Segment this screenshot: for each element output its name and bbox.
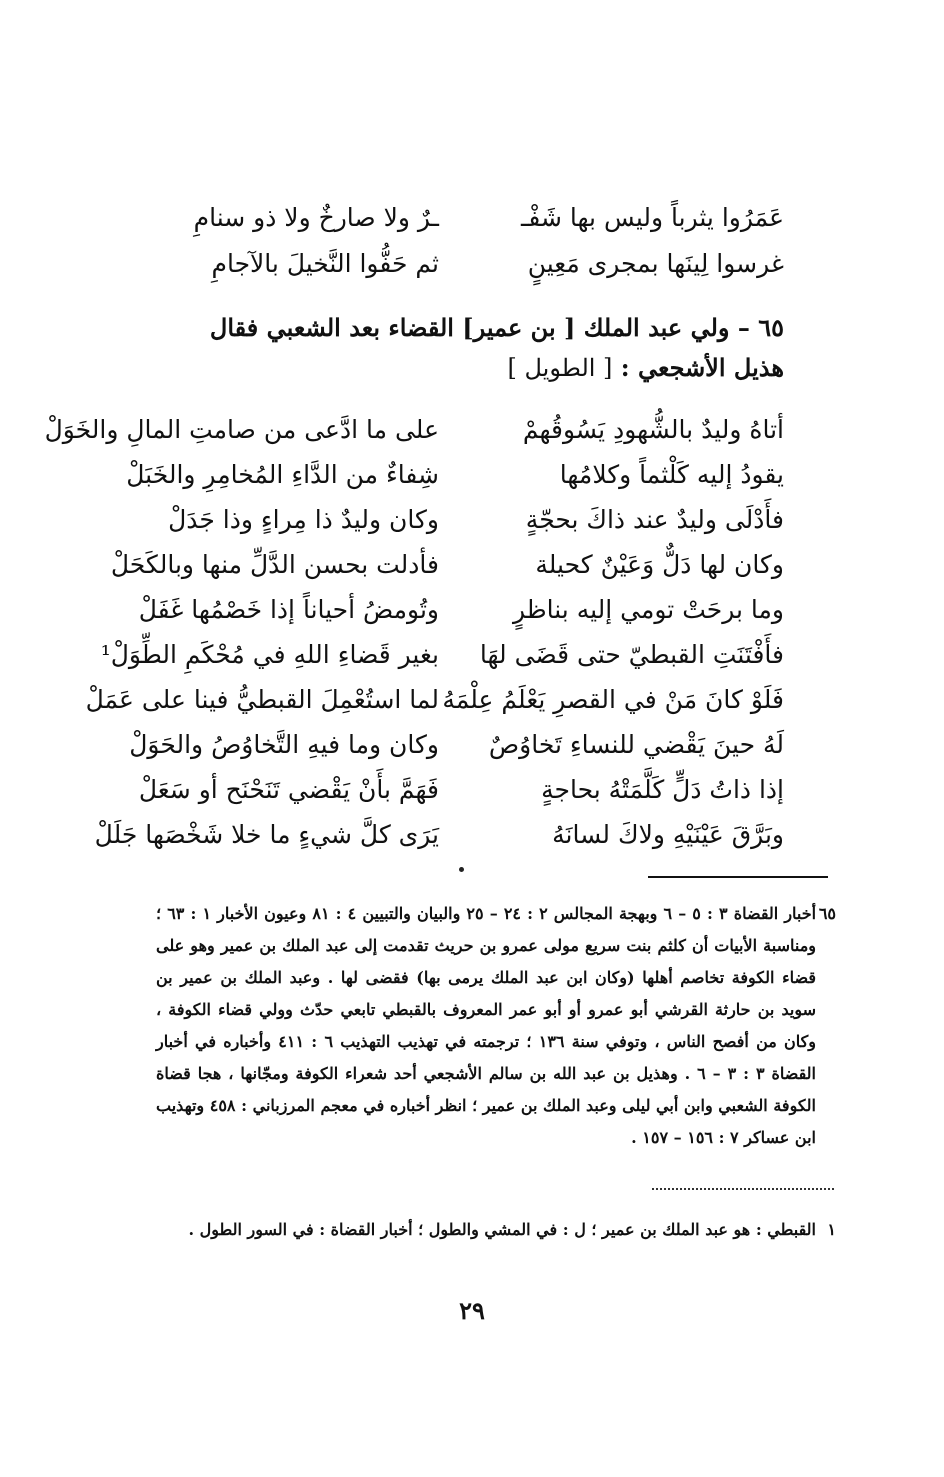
verse-hemistich-second: وكان وما فيهِ التَّخاوُصُ والحَوَلْ: [129, 730, 439, 759]
verse-hemistich-second: شِفاءٌ من الدَّاءِ المُخامِرِ والخَبَلْ: [126, 460, 439, 489]
verse-hemistich-first: يقودُ إليه كَلْثماً وكلامُها: [559, 460, 784, 489]
verse-hemistich-second: ـرٌ ولا صارخٌ ولا ذو سنامِ: [193, 203, 439, 232]
verse-hemistich-first: إذا ذاتُ دَلٍّ كَلَّمَتْهُ بحاجةٍ: [541, 775, 784, 804]
verse-hemistich-second: فَهَمَّ بأَنْ يَقْضي تَنَحْنَح أو سَعَلْ: [138, 775, 439, 804]
verse-main-9: [0, 770, 944, 810]
entry-intro: [164, 308, 784, 388]
stray-dot: [459, 867, 464, 872]
verse-hemistich-second: وكان وليدٌ ذا مِراءٍ وذا جَدَلْ: [168, 505, 439, 534]
verse-main-10: [0, 815, 944, 855]
verse-main-1: [0, 410, 944, 450]
page-number: ٢٩: [459, 1296, 485, 1325]
variant-number: ١: [827, 1220, 836, 1239]
variant-text: القبطي : هو عبد الملك بن عمير ؛ ل : في المشي والطول ؛ أخبار القضاة : في السور الطول .: [188, 1220, 816, 1239]
verse-hemistich-first: فأَفْتَنَتِ القبطيّ حتى قَضَى لهَا: [479, 640, 784, 669]
verse-main-4: [0, 545, 944, 585]
verse-hemistich-first: وبَرَّقَ عَيْنَيْهِ ولاكَ لسانَهُ: [552, 820, 784, 849]
verse-hemistich-second: بغير قَضاءِ اللهِ في مُحْكَمِ الطِّوَلْ¹: [100, 640, 439, 669]
entry-meter: [ الطويل ]: [507, 354, 613, 382]
verse-hemistich-second: فأدلت بحسن الدَّلِّ منها وبالكَحَلْ: [110, 550, 439, 579]
verse-hemistich-second: ثم حَفُّوا النَّخيلَ بالآجامِ: [211, 249, 439, 278]
entry-text: – ولي عبد الملك [ بن عمير] القضاء بعد الشعبي فقال هذيل الأشجعي :: [209, 313, 784, 382]
verse-hemistich-first: وما برحَتْ تومي إليه بناظرٍ: [512, 595, 784, 624]
verse-hemistich-first: غرسوا لِينَها بمجرى مَعِينٍ: [527, 249, 784, 278]
verse-main-7: [0, 680, 944, 720]
footnote-rule: [648, 876, 828, 878]
verse-hemistich-second: يَرَى كلَّ شيءٍ ما خلا شَخْصَها جَلَلْ: [94, 820, 439, 849]
verse-top-2: [0, 244, 944, 284]
verse-hemistich-first: وكان لها دَلٌّ وَعَيْنٌ كحيلة: [535, 550, 784, 579]
footnote-number: ٦٥: [818, 904, 836, 923]
verse-hemistich-second: وتُومضُ أحياناً إذا خَصْمُها غَفَلْ: [138, 595, 439, 624]
verse-hemistich-first: عَمَرُوا يثرباً وليس بها شَفْـ: [521, 203, 784, 232]
verse-hemistich-first: فَلَوْ كانَ مَنْ في القصرِ يَعْلَمُ عِلْمَهُ: [442, 685, 784, 714]
verse-top-1: [0, 198, 944, 238]
footnote-text: أخبار القضاة ٣ : ٥ – ٦ وبهجة المجالس ٢ : ٢٤ – ٢٥ والبيان والتبيين ٤ : ٨١ وعيون الأخبار ١ : ٦٣ ؛ ومناسبة الأبيات أن كلثم بنت سريع مولى عمرو بن حريث تقدمت إلى عبد الملك بن عمير وهو على قضاء الكوفة تخاصم أهلها (وكان ابن عبد الملك يرمى بها) فقضى لها . وعبد الملك بن عمير بن سويد بن حارثة القرشي أبو عمرو أو أبو عمر المعروف بالقبطي تابعي حدّث وولي قضاء الكوفة ، وكان من أفصح الناس ، وتوفي سنة ١٣٦ ؛ ترجمته في تهذيب التهذيب ٦ : ٤١١ وأخباره في أخبار القضاة ٣ : ٣ – ٦ . وهذيل بن عبد الله بن سالم الأشجعي أحد شعراء الكوفة ومجّانها ، هجا قضاة الكوفة الشعبي وابن أبي ليلى وعبد الملك بن عمير ؛ انظر أخباره في معجم المرزباني : ٤٥٨ وتهذيب ابن عساكر ٧ : ١٥٦ – ١٥٧ .: [156, 904, 817, 1147]
verse-main-2: [0, 455, 944, 495]
verse-hemistich-first: لَهُ حينَ يَقْضي للنساءِ تَخاوُصٌ: [488, 730, 784, 759]
verse-main-8: [0, 725, 944, 765]
verse-hemistich-second: على ما ادَّعى من صامتِ المالِ والخَوَلْ: [44, 415, 439, 444]
verse-main-5: [0, 590, 944, 630]
verse-hemistich-first: أتاهُ وليدٌ بالشُّهودِ يَسُوقُهمْ: [522, 415, 784, 444]
verse-hemistich-first: فأَدْلَى وليدٌ عند ذاكَ بحجّةٍ: [525, 505, 784, 534]
verse-main-3: [0, 500, 944, 540]
entry-number: ٦٥: [758, 313, 784, 342]
verse-hemistich-second: لما استُعْمِلَ القبطيُّ فينا على عَمَلْ: [85, 685, 439, 714]
verse-main-6: [0, 635, 944, 675]
variant-rule: [652, 1188, 834, 1190]
